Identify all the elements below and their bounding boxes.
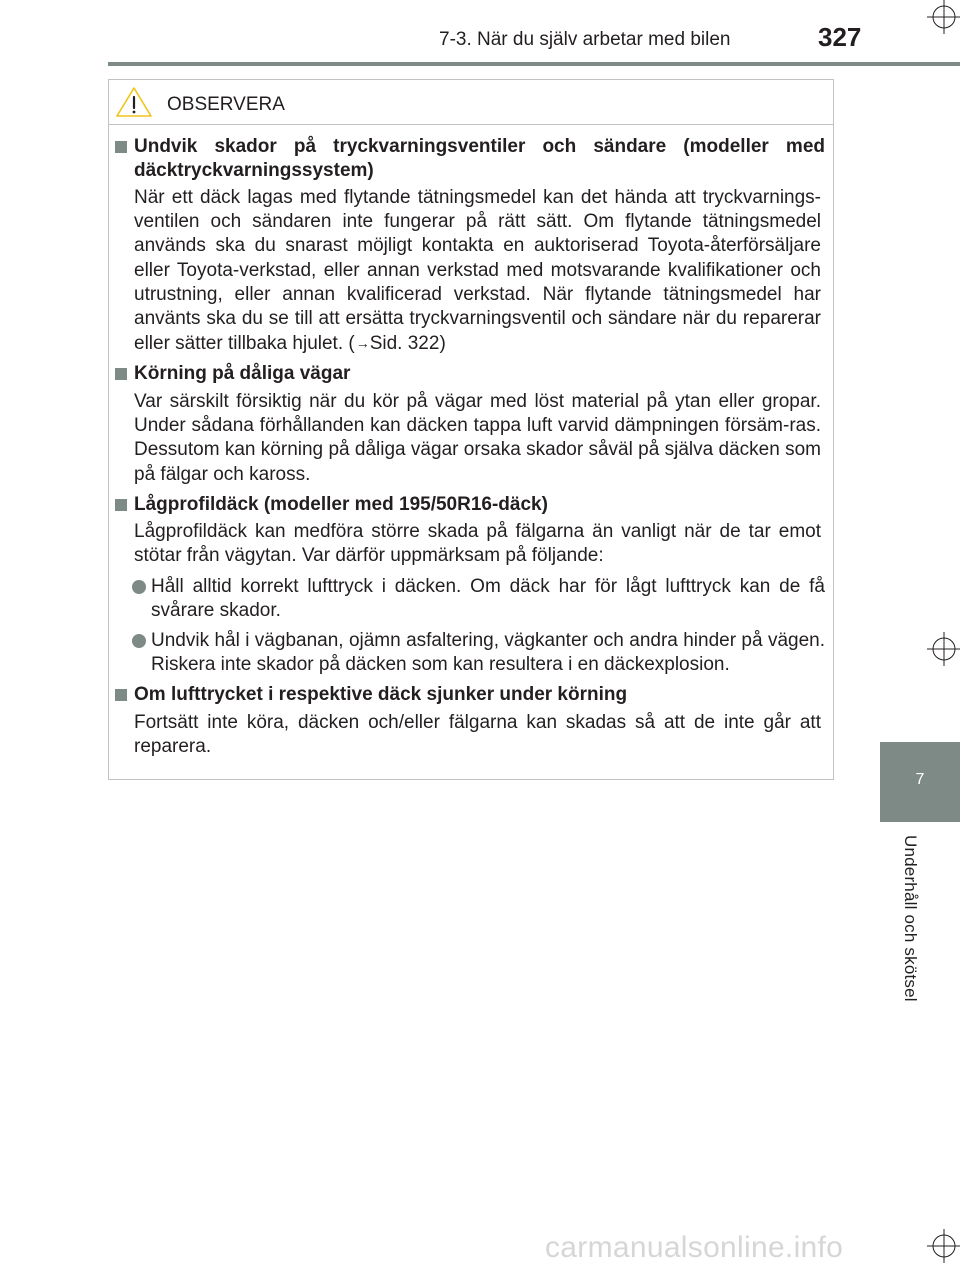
section-square-marker: [115, 368, 127, 380]
list-item: [151, 575, 825, 623]
chapter-number: 7: [915, 771, 925, 788]
observera-title: OBSERVERA: [167, 94, 285, 115]
list-item: [151, 629, 825, 677]
list-item-text: Håll alltid korrekt lufttryck i däcken. Om däck har för lågt lufttryck kan de få svårare skador.: [151, 575, 825, 621]
crop-mark-icon: [927, 0, 960, 34]
page-number: 327: [818, 22, 862, 52]
chapter-title: Underhåll och skötsel: [901, 835, 920, 1002]
section-low-profile-tires: [109, 493, 833, 678]
arrow-right-icon: →: [355, 335, 370, 352]
bullet-list: [109, 575, 833, 678]
section-square-marker: [115, 141, 127, 153]
page-reference-link[interactable]: Sid. 322: [369, 333, 440, 355]
header-section-title: 7-3. När du själv arbetar med bilen: [439, 29, 731, 50]
section-heading: Lågprofildäck (modeller med 195/50R16-däck): [134, 493, 548, 515]
section-square-marker: [115, 689, 127, 701]
list-item-text: Undvik hål i vägbanan, ojämn asfaltering, vägkanter och andra hinder på vägen. Riskera inte skador på däcken som kan resultera i en däckexplosion.: [151, 630, 825, 676]
watermark: carmanualsonline.info: [545, 1231, 844, 1264]
header-rule: [108, 62, 960, 66]
crop-mark-icon: [927, 1229, 960, 1263]
section-heading: Om lufttrycket i respektive däck sjunker under körning: [134, 684, 628, 706]
section-body: Var särskilt försiktig när du kör på vägar med löst material på ytan eller gropar. Under sådana förhållanden kan däcken tappa luft varvid dämpningen försäm-ras. Dessutom kan körning på dåliga vägar orsaka skador såväl på själva däcken som på fälgar och kaross.: [134, 390, 821, 485]
observera-box: [108, 79, 834, 780]
section-body-text: När ett däck lagas med flytande tätningsmedel kan det hända att tryckvarnings-ventilen och sändaren inte fungerar på rätt sätt. Om flytande tätningsmedel används ska du snarast möjligt kontakta en auktoriserad Toyota-återförsäljare eller Toyota-verkstad, eller annan verkstad med motsvarande kvalifikationer och utrustning, eller annan kvalificerad verkstad. När flytande tätningsmedel har använts ska du se till att ersätta tryckvarningsventil och sändare när du reparerar eller sätter tillbaka hjulet. (: [134, 187, 821, 355]
section-bad-roads: [109, 362, 833, 486]
observera-content: [109, 135, 833, 765]
section-heading: Undvik skador på tryckvarningsventiler och sändare (modeller med däcktryckvarningssystem): [134, 136, 825, 181]
section-body: Fortsätt inte köra, däcken och/eller fälgarna kan skadas så att de inte går att reparera.: [134, 711, 821, 758]
section-body-end: ): [439, 333, 446, 355]
section-square-marker: [115, 499, 127, 511]
section-tpms-valves: [109, 135, 833, 356]
warning-triangle-icon: [115, 86, 153, 118]
section-body: Lågprofildäck kan medföra större skada på fälgarna än vanligt när de tar emot stötar från vägytan. Var därför uppmärksam på följande:: [134, 521, 821, 567]
observera-title-divider: [109, 124, 833, 125]
section-pressure-drop: [109, 683, 833, 759]
section-body: [134, 186, 821, 356]
bullet-dot-icon: [132, 580, 146, 594]
chapter-tab: [880, 742, 960, 822]
bullet-dot-icon: [132, 634, 146, 648]
section-heading: Körning på dåliga vägar: [134, 363, 351, 385]
crop-mark-icon: [927, 632, 960, 666]
